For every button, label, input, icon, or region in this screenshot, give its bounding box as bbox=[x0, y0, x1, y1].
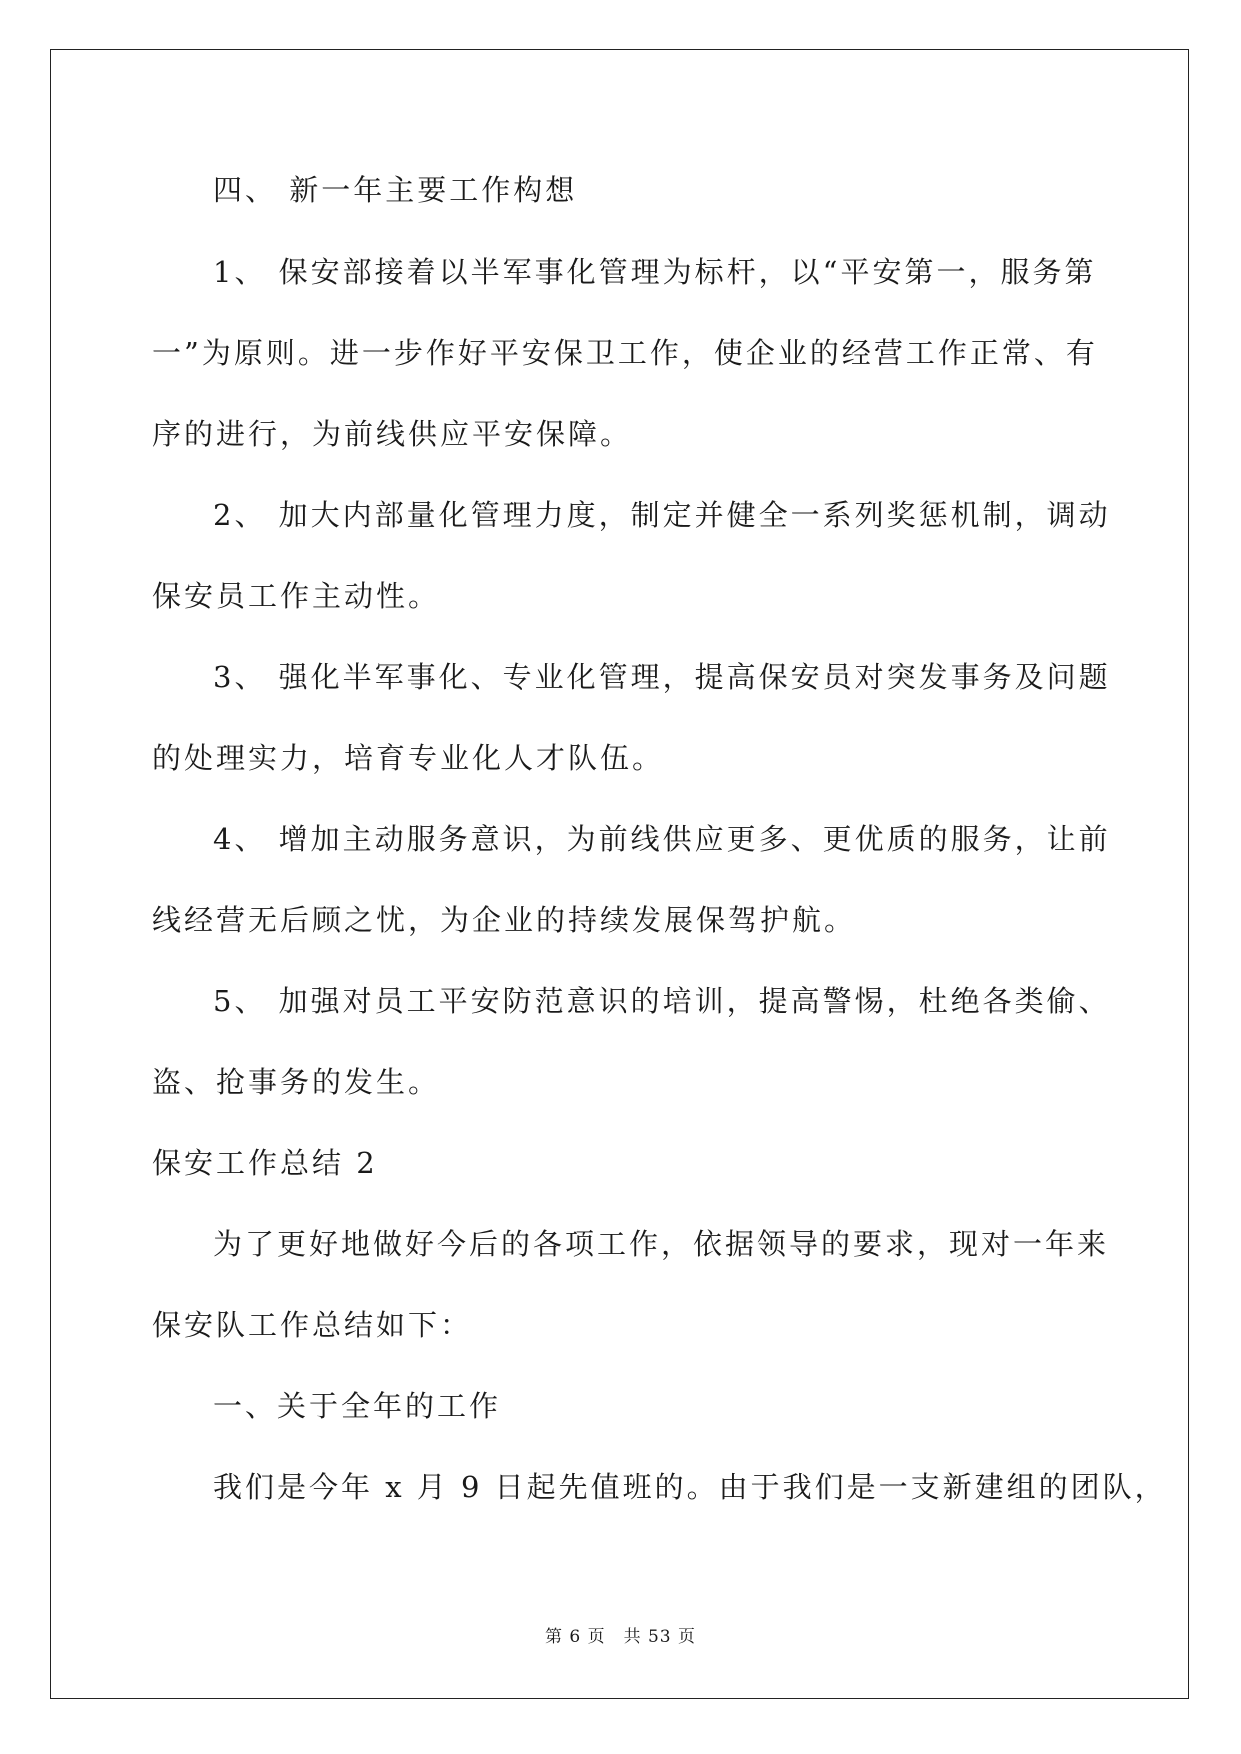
page-border bbox=[50, 49, 1189, 1699]
paragraph-line: 线经营无后顾之忧，为企业的持续发展保驾护航。 bbox=[152, 903, 857, 937]
page-footer: 第 6 页 共 53 页 bbox=[544, 1627, 697, 1647]
paragraph-line: 5、 加强对员工平安防范意识的培训，提高警惕，杜绝各类偷、 bbox=[213, 984, 1111, 1018]
paragraph-line: 盗、抢事务的发生。 bbox=[152, 1065, 441, 1099]
paragraph-line: 一”为原则。进一步作好平安保卫工作，使企业的经营工作正常、有 bbox=[152, 336, 1098, 370]
paragraph-line: 3、 强化半军事化、专业化管理，提高保安员对突发事务及问题 bbox=[213, 660, 1111, 694]
paragraph-line: 保安队工作总结如下： bbox=[152, 1308, 473, 1342]
paragraph-line: 2、 加大内部量化管理力度，制定并健全一系列奖惩机制，调动 bbox=[213, 498, 1111, 532]
paragraph-line: 保安员工作主动性。 bbox=[152, 579, 441, 613]
section-heading: 四、 新一年主要工作构想 bbox=[213, 173, 578, 207]
paragraph-line: 1、 保安部接着以半军事化管理为标杆，以“平安第一，服务第 bbox=[213, 255, 1097, 289]
paragraph-line: 序的进行，为前线供应平安保障。 bbox=[152, 417, 633, 451]
paragraph-line: 为了更好地做好今后的各项工作，依据领导的要求，现对一年来 bbox=[213, 1227, 1110, 1261]
paragraph-line: 的处理实力，培育专业化人才队伍。 bbox=[152, 741, 665, 775]
paragraph-line: 我们是今年 x 月 9 日起先值班的。由于我们是一支新建组的团队， bbox=[213, 1470, 1167, 1504]
document-title: 保安工作总结 2 bbox=[152, 1146, 378, 1180]
section-heading: 一、关于全年的工作 bbox=[213, 1389, 502, 1423]
paragraph-line: 4、 增加主动服务意识，为前线供应更多、更优质的服务，让前 bbox=[213, 822, 1111, 856]
